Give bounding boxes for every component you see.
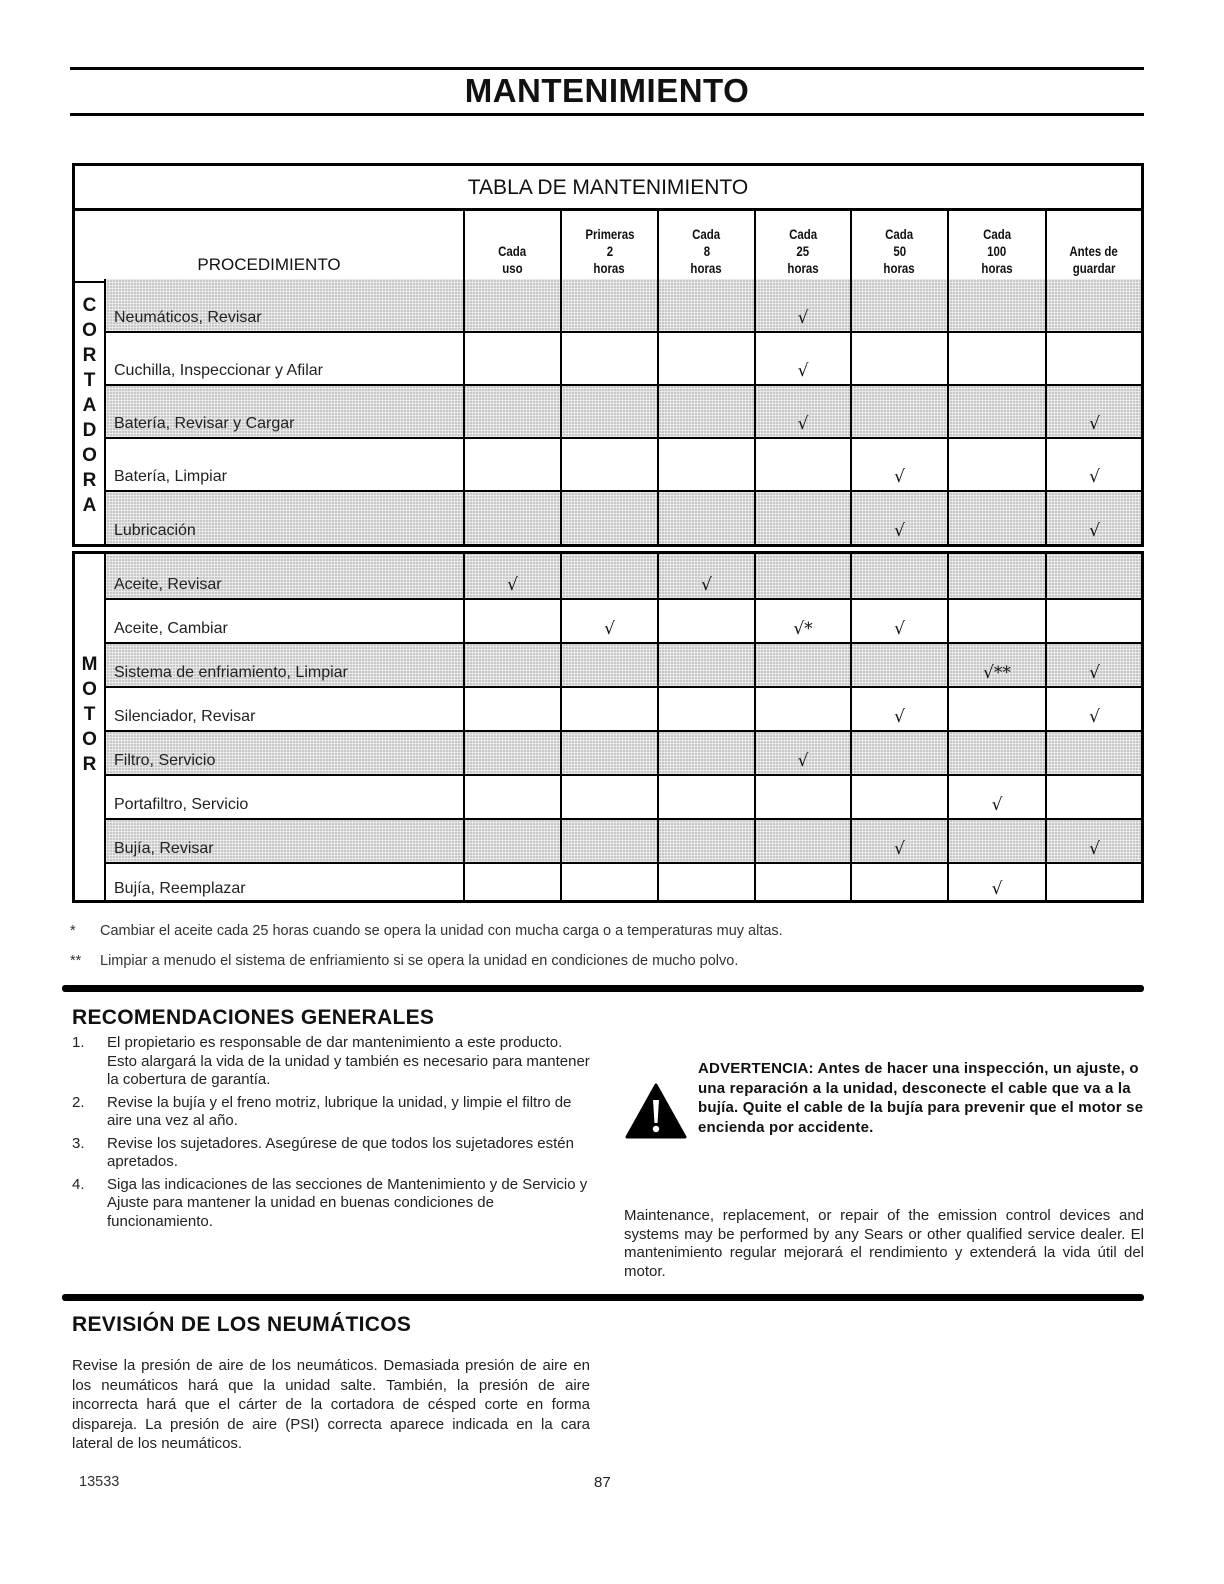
section-label-motor	[75, 554, 106, 900]
header-antes-guardar	[1045, 211, 1141, 281]
table-row	[106, 333, 1141, 386]
check-cell	[1045, 554, 1142, 598]
check-cell	[560, 688, 657, 730]
footnote-mark: *	[70, 923, 76, 939]
list-item	[72, 1034, 592, 1090]
label-letter: R	[82, 754, 97, 775]
table-row	[106, 644, 1141, 688]
check-cell	[1045, 333, 1142, 384]
check-cell	[463, 279, 560, 331]
check-cell	[657, 644, 754, 686]
check-cell	[850, 554, 947, 598]
check-cell	[754, 776, 850, 818]
check-cell: √	[850, 600, 947, 642]
check-cell	[754, 439, 850, 490]
table-row	[106, 732, 1141, 776]
section-motor	[72, 551, 1144, 903]
check-cell	[657, 333, 754, 384]
check-cell	[850, 644, 947, 686]
check-cell: √	[560, 600, 657, 642]
header-line: guardar	[1072, 260, 1116, 276]
check-cell: √	[1045, 492, 1142, 544]
procedure-cell: Sistema de enfriamiento, Limpiar	[114, 664, 348, 681]
check-cell	[657, 864, 754, 902]
check-cell	[560, 820, 657, 862]
check-cell	[754, 688, 850, 730]
label-letter: D	[82, 420, 97, 441]
header-line: Cada	[498, 243, 527, 259]
check-cell	[850, 333, 947, 384]
header-cada-8	[657, 211, 754, 281]
procedure-cell: Bujía, Reemplazar	[114, 880, 246, 897]
table-row	[106, 279, 1141, 333]
check-cell	[560, 439, 657, 490]
check-cell	[754, 644, 850, 686]
header-line: horas	[787, 260, 819, 276]
check-cell: √	[850, 439, 947, 490]
label-letter: O	[82, 445, 97, 466]
check-cell	[947, 386, 1045, 437]
check-cell	[560, 644, 657, 686]
table-row	[106, 554, 1141, 600]
check-cell	[754, 492, 850, 544]
page-title: MANTENIMIENTO	[464, 72, 750, 109]
item-text: Siga las indicaciones de las secciones de Mantenimiento y de Servicio y Ajuste para mantener la unidad en buenas condiciones de funcionamiento.	[107, 1175, 588, 1230]
check-cell	[850, 864, 947, 902]
table-row	[106, 439, 1141, 492]
item-text: El propietario es responsable de dar mantenimiento a este producto. Esto alargará la vida de la unidad y también es necesario para mantener la cobertura de garantía.	[107, 1034, 590, 1088]
top-rule	[70, 67, 1144, 70]
label-letter: A	[82, 395, 97, 416]
check-cell	[463, 492, 560, 544]
table-row	[106, 776, 1141, 820]
check-cell: √	[947, 864, 1045, 902]
emissions-paragraph: Maintenance, replacement, or repair of the emission control devices and systems may be performed by any Sears or other qualified service dealer. El mantenimiento regular mejorará el rendimiento y extenderá la vida útil del motor.	[624, 1207, 1144, 1280]
check-cell: √	[1045, 386, 1142, 437]
check-cell	[560, 554, 657, 598]
procedure-cell: Cuchilla, Inspeccionar y Afilar	[114, 362, 323, 379]
label-letter: O	[82, 679, 97, 700]
list-item	[72, 1094, 592, 1131]
label-letter: T	[83, 704, 96, 725]
header-line: Primeras	[584, 226, 635, 242]
check-cell: √	[1045, 644, 1142, 686]
label-letter: R	[82, 470, 97, 491]
label-letter: C	[82, 295, 97, 316]
check-cell: √	[850, 820, 947, 862]
section-divider	[62, 985, 1144, 992]
header-line: Antes de	[1069, 243, 1119, 259]
check-cell	[947, 279, 1045, 331]
check-cell	[657, 820, 754, 862]
header-line: Cada	[885, 226, 914, 242]
check-cell	[754, 554, 850, 598]
item-number: 1.	[72, 1034, 85, 1051]
footnote-1	[70, 923, 783, 939]
procedure-cell: Silenciador, Revisar	[114, 708, 256, 725]
check-cell: √	[850, 688, 947, 730]
procedure-cell: Batería, Revisar y Cargar	[114, 415, 295, 432]
title-underline	[70, 113, 1144, 116]
check-cell	[754, 864, 850, 902]
check-cell	[657, 600, 754, 642]
document-code: 13533	[79, 1474, 120, 1490]
item-number: 4.	[72, 1175, 85, 1193]
table-row	[106, 688, 1141, 732]
check-cell	[463, 688, 560, 730]
check-cell: √	[657, 554, 754, 598]
check-cell: √**	[947, 644, 1045, 686]
check-cell	[1045, 864, 1142, 902]
section-cortadora	[72, 279, 1144, 547]
header-cada-50	[850, 211, 947, 281]
check-cell	[463, 820, 560, 862]
check-cell: √	[754, 386, 850, 437]
check-cell	[850, 279, 947, 331]
check-cell	[850, 776, 947, 818]
check-cell	[657, 688, 754, 730]
list-item	[72, 1135, 592, 1172]
header-cada-uso	[463, 211, 560, 281]
label-letter: T	[83, 370, 96, 391]
table-row	[106, 492, 1141, 544]
check-cell	[463, 864, 560, 902]
list-item	[72, 1176, 592, 1232]
check-cell	[657, 732, 754, 774]
table-row	[106, 600, 1141, 644]
check-cell	[947, 732, 1045, 774]
table-header-row	[75, 211, 1141, 283]
header-primeras-2	[560, 211, 657, 281]
tires-paragraph: Revise la presión de aire de los neumáticos. Demasiada presión de aire en los neumáticos hará que la unidad salte. También, la presión de aire incorrecta hará que el cárter de la cortadora de césped corte en forma dispareja. La presión de aire (PSI) correcta aparece indicada en la cara lateral de los neumáticos.	[72, 1357, 590, 1452]
header-line: horas	[593, 260, 626, 276]
item-text: Revise la bujía y el freno motriz, lubrique la unidad, y limpie el filtro de aire una vez al año.	[107, 1093, 572, 1129]
procedure-cell: Filtro, Servicio	[114, 752, 216, 769]
check-cell	[947, 554, 1045, 598]
item-number: 2.	[72, 1093, 85, 1111]
label-letter: M	[81, 654, 98, 675]
header-line: 8	[703, 243, 710, 259]
item-text: Revise los sujetadores. Asegúrese de que todos los sujetadores estén apretados.	[107, 1134, 574, 1170]
check-cell	[463, 439, 560, 490]
check-cell	[560, 386, 657, 437]
header-line: Cada	[788, 226, 818, 242]
table-row	[106, 820, 1141, 864]
procedure-cell: Batería, Limpiar	[114, 468, 227, 485]
check-cell	[463, 732, 560, 774]
check-cell	[463, 333, 560, 384]
check-cell: √	[463, 554, 560, 598]
check-cell	[657, 386, 754, 437]
header-cada-100	[947, 211, 1045, 281]
check-cell: √	[754, 732, 850, 774]
check-cell	[1045, 776, 1142, 818]
procedure-cell: Aceite, Cambiar	[114, 620, 228, 637]
header-procedure: PROCEDIMIENTO	[197, 255, 341, 274]
check-cell	[463, 776, 560, 818]
check-cell: √	[754, 333, 850, 384]
procedure-cell: Portafiltro, Servicio	[114, 796, 249, 813]
header-cada-25	[754, 211, 850, 281]
header-line: 2	[606, 243, 613, 259]
header-line: Cada	[982, 226, 1012, 242]
check-cell	[754, 820, 850, 862]
check-cell	[560, 492, 657, 544]
label-letter: O	[82, 320, 97, 341]
check-cell: √	[947, 776, 1045, 818]
check-cell	[657, 279, 754, 331]
table-row	[106, 386, 1141, 439]
check-cell	[463, 386, 560, 437]
label-letter: O	[82, 729, 97, 750]
check-cell	[657, 492, 754, 544]
check-cell	[560, 333, 657, 384]
check-cell	[560, 776, 657, 818]
procedure-cell: Neumáticos, Revisar	[114, 309, 262, 326]
footnote-text: Limpiar a menudo el sistema de enfriamiento si se opera la unidad en condiciones de mucho polvo.	[100, 953, 739, 969]
check-cell	[947, 688, 1045, 730]
table-row	[106, 864, 1141, 902]
check-cell	[947, 439, 1045, 490]
check-cell	[850, 386, 947, 437]
check-cell	[947, 333, 1045, 384]
label-letter: R	[82, 345, 97, 366]
check-cell	[1045, 732, 1142, 774]
footnote-mark: **	[70, 953, 82, 969]
check-cell: √*	[754, 600, 850, 642]
footnote-text: Cambiar el aceite cada 25 horas cuando se opera la unidad con mucha carga o a temperaturas muy altas.	[100, 923, 783, 939]
header-line: horas	[690, 260, 723, 276]
procedure-cell: Lubricación	[114, 522, 196, 539]
label-letter: A	[82, 495, 97, 516]
header-line: 25	[796, 243, 810, 259]
recommendations-heading: RECOMENDACIONES GENERALES	[72, 1006, 435, 1029]
check-cell	[947, 820, 1045, 862]
warning-triangle-icon	[625, 1083, 687, 1139]
section-label-cortadora	[75, 279, 106, 544]
procedure-cell: Aceite, Revisar	[114, 576, 222, 593]
section-divider	[62, 1294, 1144, 1301]
check-cell: √	[754, 279, 850, 331]
item-number: 3.	[72, 1134, 85, 1152]
footnote-2	[70, 953, 738, 969]
check-cell: √	[1045, 439, 1142, 490]
check-cell	[463, 644, 560, 686]
check-cell	[463, 600, 560, 642]
check-cell	[560, 279, 657, 331]
procedure-cell: Bujía, Revisar	[114, 840, 214, 857]
header-line: horas	[981, 260, 1013, 276]
check-cell	[850, 732, 947, 774]
check-cell: √	[1045, 820, 1142, 862]
warning-text: ADVERTENCIA: Antes de hacer una inspección, un ajuste, o una reparación a la unidad, desconecte el cable que va a la bujía. Quite el cable de la bujía para prevenir que el motor se encienda por accidente.	[698, 1060, 1144, 1136]
check-cell	[1045, 279, 1142, 331]
header-line: 50	[893, 243, 906, 259]
header-line: Cada	[692, 226, 721, 242]
check-cell	[657, 776, 754, 818]
check-cell: √	[850, 492, 947, 544]
check-cell	[1045, 600, 1142, 642]
check-cell	[657, 439, 754, 490]
check-cell	[560, 732, 657, 774]
header-line: uso	[502, 260, 523, 276]
table-title: TABLA DE MANTENIMIENTO	[75, 166, 1141, 211]
tires-heading: REVISIÓN DE LOS NEUMÁTICOS	[72, 1313, 412, 1336]
header-line: 100	[987, 243, 1007, 259]
check-cell	[947, 492, 1045, 544]
recommendations-list	[72, 1034, 592, 1235]
page-number: 87	[594, 1474, 611, 1491]
header-line: horas	[883, 260, 916, 276]
check-cell	[947, 600, 1045, 642]
check-cell	[560, 864, 657, 902]
check-cell: √	[1045, 688, 1142, 730]
